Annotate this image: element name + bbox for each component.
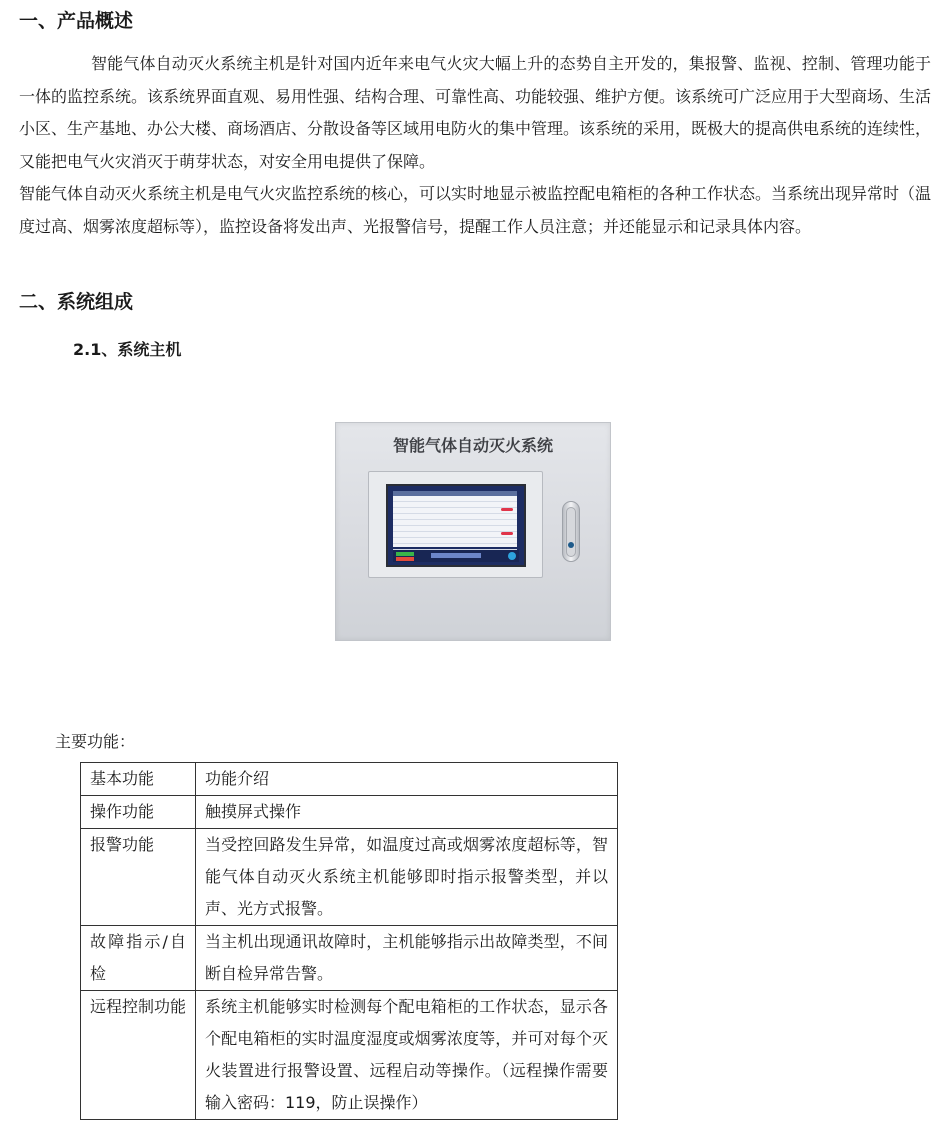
function-desc: 系统主机能够实时检测每个配电箱柜的工作状态，显示各个配电箱柜的实时温度湿度或烟雾浓度等，并可对每个灭火装置进行报警设置、远程启动等操作。（远程操作需要输入密码：119，防止误操作）	[196, 991, 618, 1120]
function-desc: 当受控回路发生异常，如温度过高或烟雾浓度超标等，智能气体自动灭火系统主机能够即时指示报警类型，并以声、光方式报警。	[196, 829, 618, 926]
overview-paragraph-2: 智能气体自动灭火系统主机是电气火灾监控系统的核心，可以实时地显示被监控配电箱柜的各种工作状态。当系统出现异常时（温度过高、烟雾浓度超标等），监控设备将发出声、光报警信号，提醒工作人员注意；并还能显示和记录具体内容。	[19, 184, 932, 236]
device-panel-title: 智能气体自动灭火系统	[392, 436, 553, 455]
device-screen-bezel	[368, 471, 543, 578]
alarm-indicator	[501, 532, 513, 535]
screen-status-icon	[508, 552, 516, 560]
table-row	[81, 796, 618, 829]
screen-table-graphic	[393, 491, 517, 547]
section2-title: 二、系统组成	[19, 291, 134, 313]
device-photo	[335, 422, 611, 641]
table-header-row	[81, 763, 618, 796]
functions-label: 主要功能：	[55, 732, 136, 751]
function-name: 故障指示/自检	[81, 926, 196, 991]
section2-subtitle: 2.1、系统主机	[73, 340, 182, 359]
overview-paragraph-1: 智能气体自动灭火系统主机是针对国内近年来电气火灾大幅上升的态势自主开发的，集报警、监视、控制、管理功能于一体的监控系统。该系统界面直观、易用性强、结构合理、可靠性高、功能较强、维护方便。该系统可广泛应用于大型商场、生活小区、生产基地、办公大楼、商场酒店、分散设备等区域用电防火的集中管理。该系统的采用，既极大的提高供电系统的连续性，又能把电气火灾消灭于萌芽状态，对安全用电提供了保障。	[19, 54, 932, 171]
function-desc: 触摸屏式操作	[196, 796, 618, 829]
table-row	[81, 991, 618, 1120]
cabinet-lock-handle	[562, 501, 580, 562]
functions-table	[80, 762, 618, 1120]
table-header-cell: 功能介绍	[196, 763, 618, 796]
table-header-cell: 基本功能	[81, 763, 196, 796]
section1-title: 一、产品概述	[19, 10, 134, 32]
lock-key-icon	[568, 542, 574, 548]
function-name: 报警功能	[81, 829, 196, 926]
screen-footer-graphic	[393, 550, 519, 562]
table-row	[81, 829, 618, 926]
function-name: 操作功能	[81, 796, 196, 829]
function-name: 远程控制功能	[81, 991, 196, 1120]
alarm-indicator	[501, 508, 513, 511]
function-desc: 当主机出现通讯故障时，主机能够指示出故障类型，不间断自检异常告警。	[196, 926, 618, 991]
table-row	[81, 926, 618, 991]
device-screen	[386, 484, 526, 567]
